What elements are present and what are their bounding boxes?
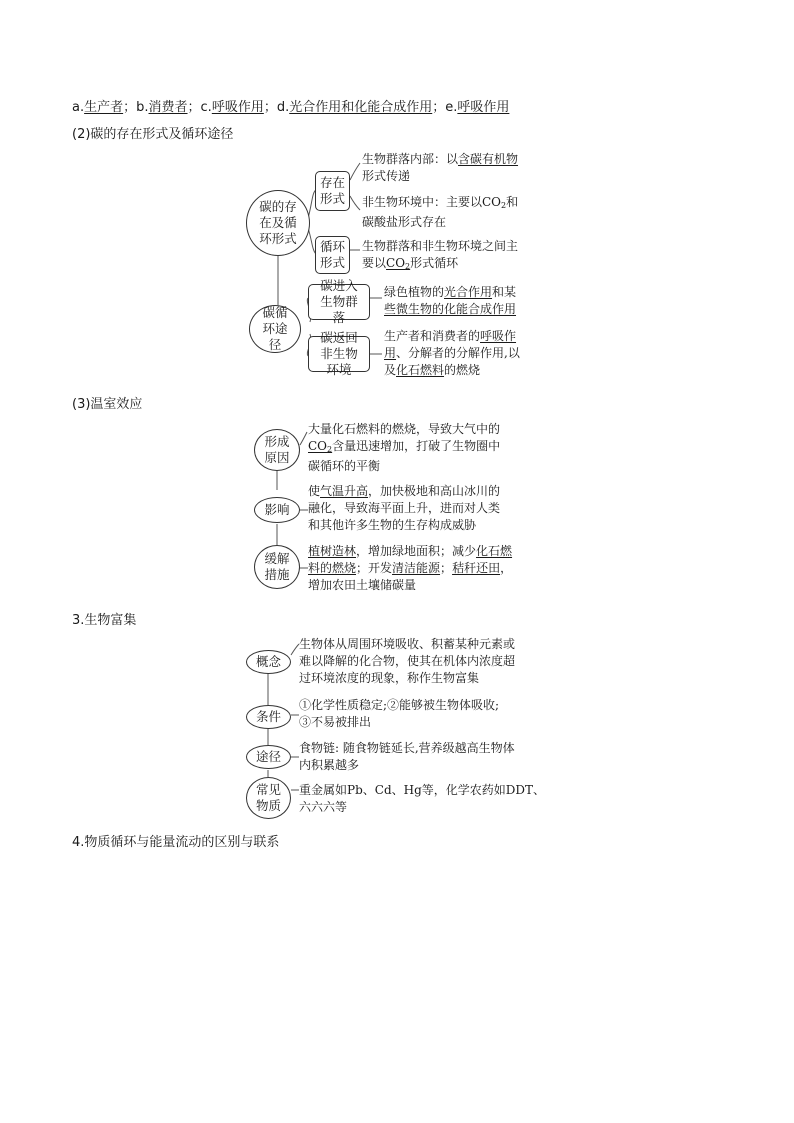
carbon-return-text: 生产者和消费者的呼吸作 用、分解者的分解作用,以 及化石燃料的燃烧 <box>384 329 520 377</box>
cause-node: 形成原因 <box>254 429 300 471</box>
answer-c: 呼吸作用 <box>211 100 264 115</box>
condition-node: 条件 <box>246 705 291 729</box>
bio-heading: 3.生物富集 <box>72 613 137 628</box>
answer-a: 生产者 <box>84 100 124 115</box>
b-prefix: ；b. <box>123 100 149 115</box>
d-prefix: ；d. <box>263 100 290 115</box>
section4-heading: 4.物质循环与能量流动的区别与联系 <box>72 835 280 850</box>
carbon-form-node: 碳的存在及循环形式 <box>246 190 310 256</box>
exist-form-box: 存在形式 <box>315 171 350 211</box>
effect-text: 使气温升高，加快极地和高山冰川的 融化，导致海平面上升，进而对人类 和其他许多生物的生存构成威胁 <box>308 484 501 532</box>
answer-line <box>72 96 509 115</box>
measure-text: 植树造林，增加绿地面积；减少化石燃 料的燃烧；开发清洁能源；秸秆还田， 增加农田土壤储碳量 <box>308 544 513 592</box>
common-substance-node: 常见物质 <box>246 777 291 819</box>
carbon-enter-text: 绿色植物的光合作用和某 些微生物的化能合成作用 <box>384 285 517 316</box>
answer-b: 消费者 <box>148 100 188 115</box>
cycle-text: 生物群落和非生物环境之间主 要以$CO_2$形式循环 <box>362 239 519 271</box>
cycle-form-box: 循环形式 <box>315 236 350 274</box>
concept-text: 生物体从周围环境吸收、积蓄某种元素或 难以降解的化合物，使其在机体内浓度超 过环境浓度的现象，称作生物富集 <box>299 637 516 685</box>
c-prefix: ；c. <box>187 100 212 115</box>
carbon-enter-box: 碳进入生物群落 <box>308 284 370 320</box>
answer-e: 呼吸作用 <box>457 100 510 115</box>
measure-node: 缓解措施 <box>254 545 300 589</box>
abiotic-text: 非生物环境中：主要以$CO_2$和 碳酸盐形式存在 <box>362 195 519 229</box>
carbon-heading: (2)碳的存在形式及循环途径 <box>72 127 234 142</box>
concept-node: 概念 <box>246 650 291 674</box>
cause-text: 大量化石燃料的燃烧，导致大气中的 $CO_2$含量迅速增加，打破了生物圈中 碳循环的平衡 <box>308 422 501 473</box>
greenhouse-heading: (3)温室效应 <box>72 397 143 412</box>
common-substance-text: 重金属如Pb、Cd、Hg等，化学农药如DDT、 六六六等 <box>299 783 546 814</box>
carbon-return-box: 碳返回非生物环境 <box>308 336 370 372</box>
path-text: 食物链: 随食物链延长,营养级越高生物体 内积累越多 <box>299 741 515 772</box>
condition-text: ①化学性质稳定;②能够被生物体吸收; ③不易被排出 <box>299 698 500 729</box>
carbon-cycle-path-node: 碳循环途径 <box>249 305 301 353</box>
path-node: 途径 <box>246 745 291 769</box>
a-prefix: a. <box>72 100 85 115</box>
answer-d: 光合作用和化能合成作用 <box>289 100 433 115</box>
e-prefix: ；e. <box>432 100 458 115</box>
bio-community-text: 生物群落内部：以含碳有机物 形式传递 <box>362 152 519 183</box>
effect-node: 影响 <box>254 497 300 523</box>
